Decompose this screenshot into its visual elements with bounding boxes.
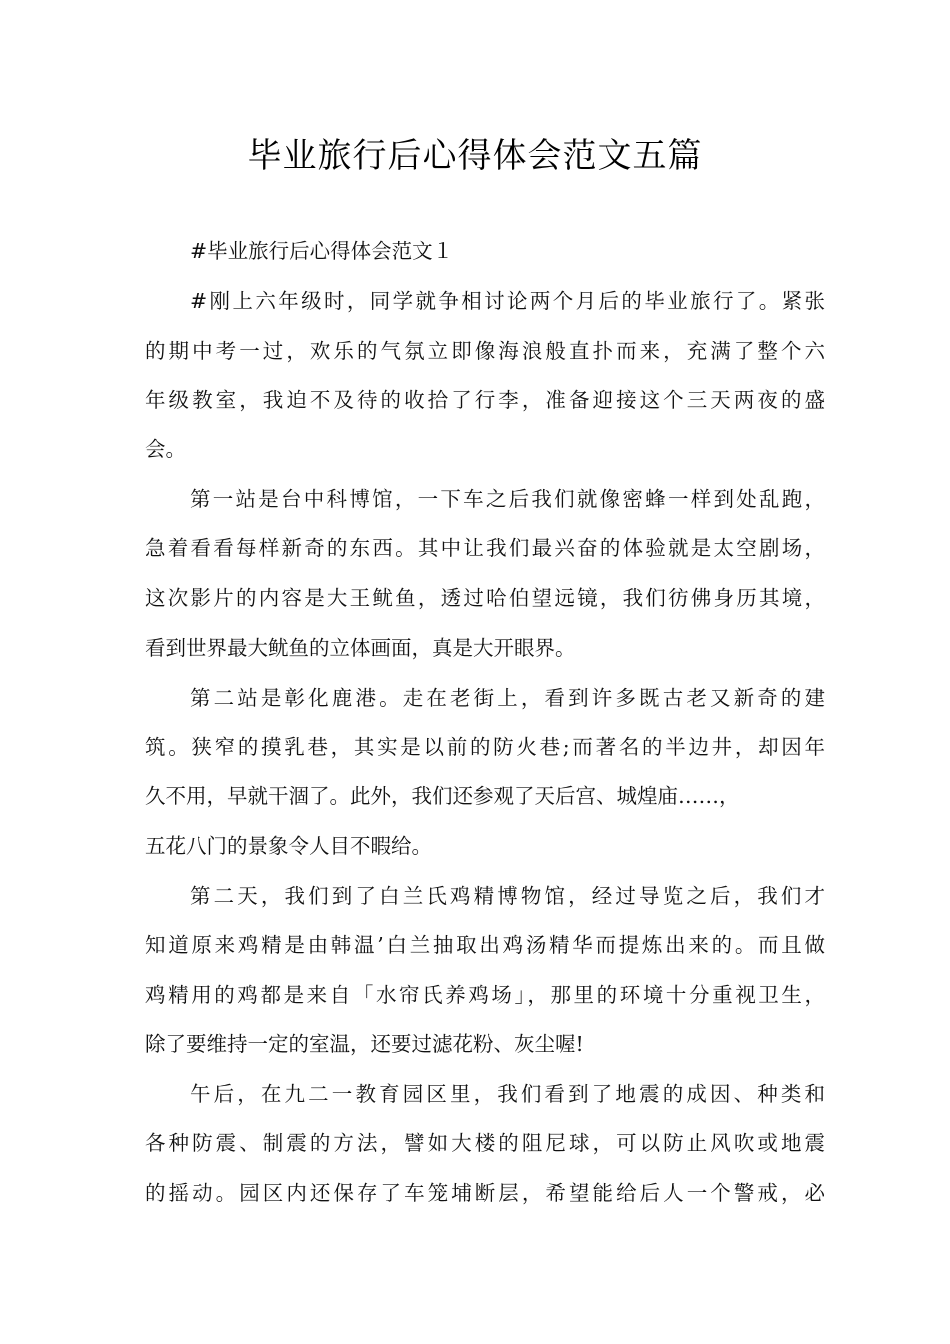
paragraph-3-line-4: 五花八门的景象令人目不暇给。 [145,834,432,858]
paragraph-5-line-3: 的摇动。园区内还保存了车笼埔断层，希望能给后人一个警戒，必 [145,1181,825,1205]
paragraph-2-line-4: 看到世界最大鱿鱼的立体画面，真是大开眼界。 [145,636,576,660]
paragraph-5-line-1: 午后，在九二一教育园区里，我们看到了地震的成因、种类和 [190,1082,825,1106]
paragraph-1-line-2: 的期中考一过，欢乐的气氛立即像海浪般直扑而来，充满了整个六 [145,339,825,363]
page-title: 毕业旅行后心得体会范文五篇 [247,136,703,176]
paragraph-3-line-2: 筑。狭窄的摸乳巷，其实是以前的防火巷;而著名的半边井，却因年 [145,735,825,759]
paragraph-4-line-3: 鸡精用的鸡都是来自「水帘氏养鸡场」，那里的环境十分重视卫生， [145,983,825,1007]
paragraph-4-line-2: 知道原来鸡精是由韩温’白兰抽取出鸡汤精华而提炼出来的。而且做 [145,933,825,957]
paragraph-3-line-3: 久不用，早就干涸了。此外，我们还参观了天后宫、城煌庙……， [145,784,740,808]
paragraph-2-line-3: 这次影片的内容是大王鱿鱼，透过哈伯望远镜，我们彷佛身历其境， [145,586,825,610]
paragraph-4-line-4: 除了要维持一定的室温，还要过滤花粉、灰尘喔! [145,1032,584,1056]
paragraph-1-line-1: #刚上六年级时，同学就争相讨论两个月后的毕业旅行了。紧张 [190,289,825,313]
paragraph-5-line-2: 各种防震、制震的方法，譬如大楼的阻尼球，可以防止风吹或地震 [145,1131,825,1155]
paragraph-3-line-1: 第二站是彰化鹿港。走在老街上，看到许多既古老又新奇的建 [190,686,825,710]
paragraph-1-line-4: 会。 [145,437,186,461]
paragraph-2-line-1: 第一站是台中科博馆，一下车之后我们就像密蜂一样到处乱跑， [190,487,825,511]
section-subheading: #毕业旅行后心得体会范文１ [190,239,454,263]
paragraph-1-line-3: 年级教室，我迫不及待的收拾了行李，准备迎接这个三天两夜的盛 [145,388,825,412]
paragraph-2-line-2: 急着看看每样新奇的东西。其中让我们最兴奋的体验就是太空剧场， [145,536,825,560]
paragraph-4-line-1: 第二天，我们到了白兰氏鸡精博物馆，经过导览之后，我们才 [190,884,825,908]
